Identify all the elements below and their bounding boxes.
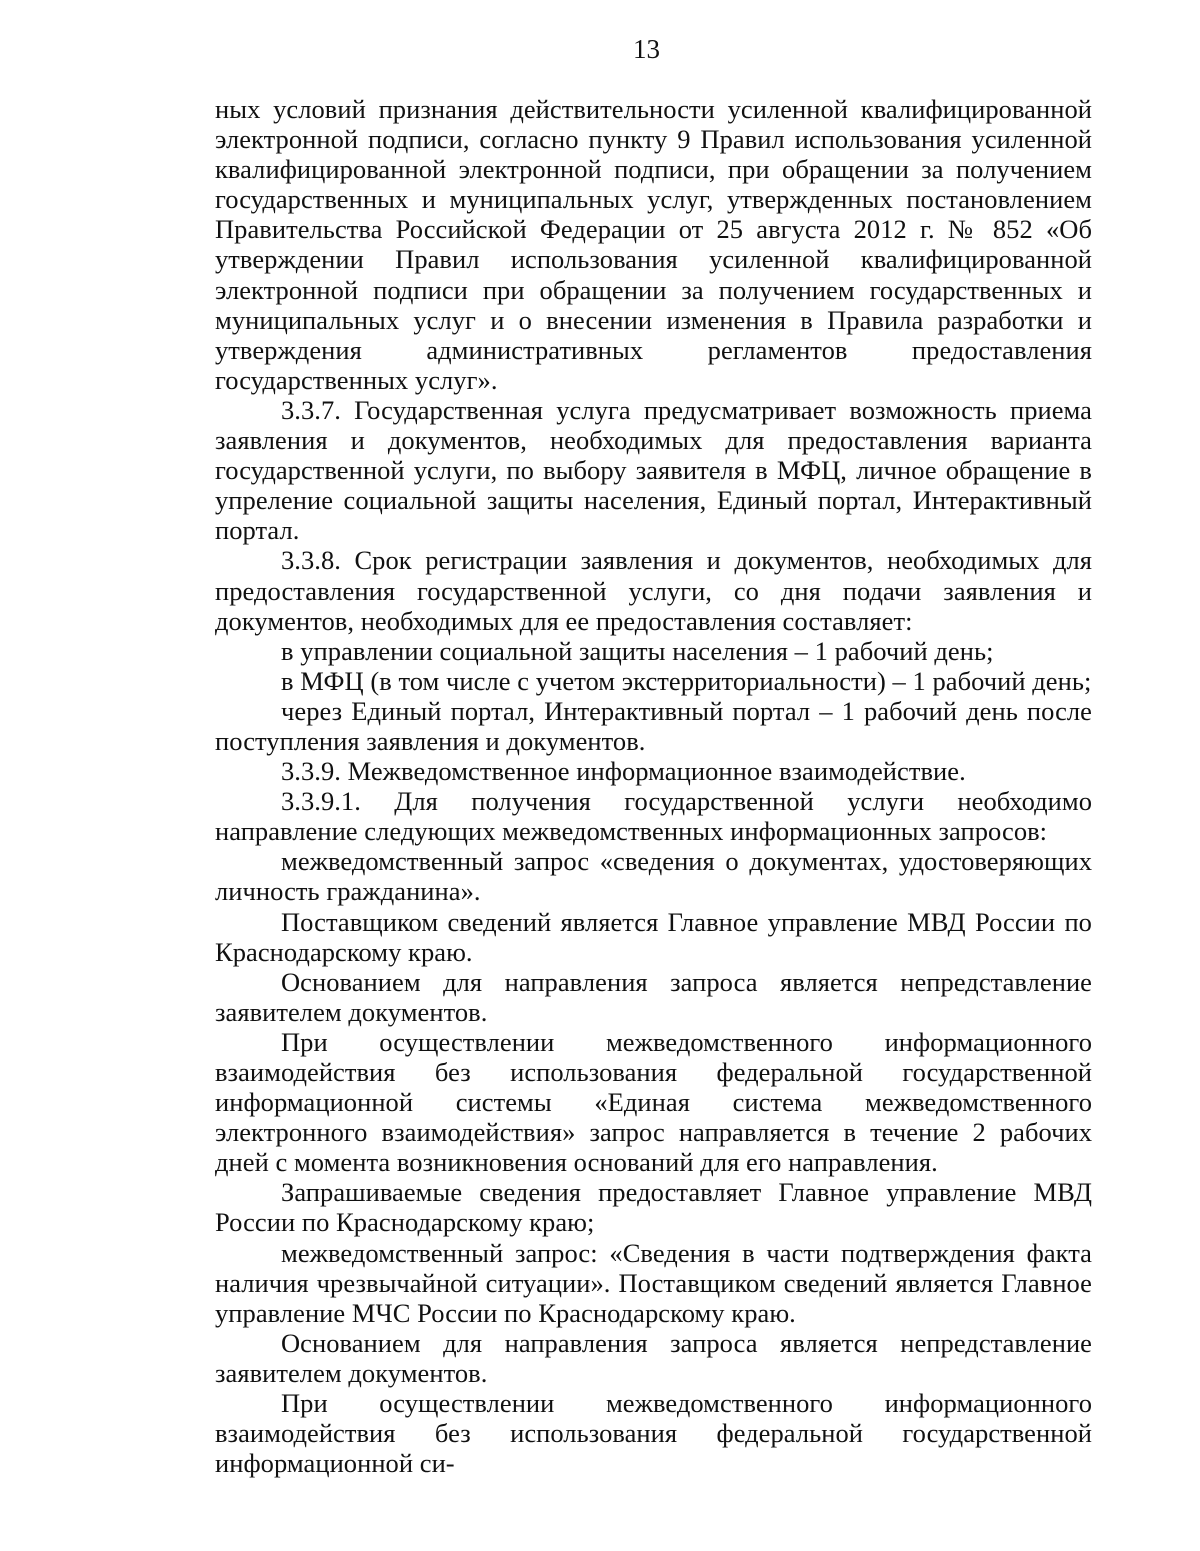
paragraph: ных условий признания действительности усиленной квалифицированной электронной подписи, согласно пункту 9 Правил использования усиленной квалифицированной электронной подписи, при обращении за получением государственных и муниципальных услуг, утвержденных постановлением Правительства Российской Федерации от 25 августа 2012 г. № 852 «Об утверждении Правил использования усиленной квалифицированной электронной подписи при обращении за получением государственных и муниципальных услуг и о внесении изменения в Правила разработки и утверждения административных регламентов предоставления государственных услуг». xyxy=(215,94,1092,395)
paragraph: 3.3.9.1. Для получения государственной услуги необходимо направление следующих межведомственных информационных запросов: xyxy=(215,786,1092,847)
paragraph: При осуществлении межведомственного информационного взаимодействия без использования федеральной государственной информационной си- xyxy=(215,1388,1092,1479)
page-number: 13 xyxy=(633,34,660,64)
paragraph: в управлении социальной защиты населения – 1 рабочий день; xyxy=(281,635,994,666)
paragraph: Запрашиваемые сведения предоставляет Главное управление МВД России по Краснодарскому краю; xyxy=(215,1177,1092,1238)
paragraph: Поставщиком сведений является Главное управление МВД России по Краснодарскому краю. xyxy=(215,906,1092,967)
document-body xyxy=(215,94,1092,1478)
paragraph: 3.3.9. Межведомственное информационное взаимодействие. xyxy=(281,756,966,787)
paragraph: через Единый портал, Интерактивный портал – 1 рабочий день после поступления заявления и документов. xyxy=(215,695,1092,756)
paragraph: в МФЦ (в том числе с учетом экстерриториальности) – 1 рабочий день; xyxy=(281,665,1092,696)
paragraph: 3.3.8. Срок регистрации заявления и документов, необходимых для предоставления государственной услуги, со дня подачи заявления и документов, необходимых для ее предоставления составляет: xyxy=(215,545,1092,636)
paragraph: 3.3.7. Государственная услуга предусматривает возможность приема заявления и документов, необходимых для предоставления варианта государственной услуги, по выбору заявителя в МФЦ, личное обращение в упреление социальной защиты населения, Единый портал, Интерактивный портал. xyxy=(215,394,1092,546)
paragraph: межведомственный запрос: «Сведения в части подтверждения факта наличия чрезвычайной ситуации». Поставщиком сведений является Главное управление МЧС России по Краснодарскому краю. xyxy=(215,1237,1092,1328)
paragraph: межведомственный запрос «сведения о документах, удостоверяющих личность гражданина». xyxy=(215,846,1092,907)
paragraph: Основанием для направления запроса является непредставление заявителем документов. xyxy=(215,1327,1092,1388)
paragraph: При осуществлении межведомственного информационного взаимодействия без использования федеральной государственной информационной системы «Единая система межведомственного электронного взаимодействия» запрос направляется в течение 2 рабочих дней с момента возникновения оснований для его направления. xyxy=(215,1026,1092,1178)
paragraph: Основанием для направления запроса является непредставление заявителем документов. xyxy=(215,966,1092,1027)
